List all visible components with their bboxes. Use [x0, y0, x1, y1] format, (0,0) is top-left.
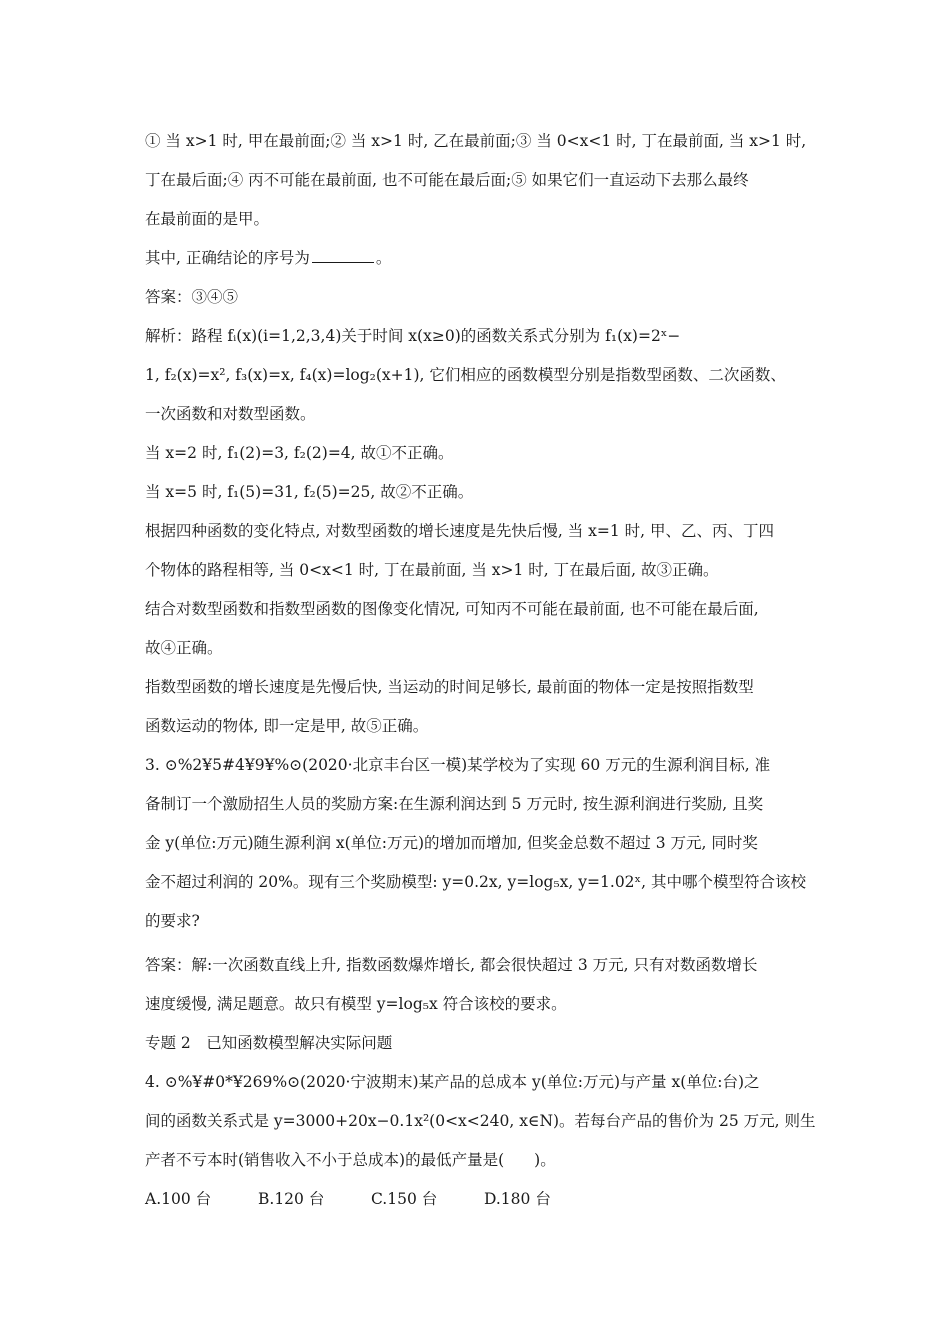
q3-line-3: 金 y(单位:万元)随生源利润 x(单位:万元)的增加而增加, 但奖金总数不超过 3 万元, 同时奖 — [145, 834, 758, 852]
q2-analysis-line-2: 1, f₂(x)=x², f₃(x)=x, f₄(x)=log₂(x+1), 它们相应的函数模型分别是指数型函数、二次函数、 — [145, 366, 786, 384]
q2-analysis-line-4: 当 x=2 时, f₁(2)=3, f₂(2)=4, 故①不正确。 — [145, 444, 454, 462]
q4-line-3-end: )。 — [534, 1151, 556, 1169]
q2-question-end: 。 — [375, 249, 392, 267]
q2-analysis-line-3: 一次函数和对数型函数。 — [145, 405, 316, 423]
option-b: B.120 台 — [258, 1190, 325, 1208]
q2-statement-line-3: 在最前面的是甲。 — [145, 210, 270, 228]
q2-analysis-line-9: 故④正确。 — [145, 639, 223, 657]
q3-line-1: 3. ⊙%2¥5#4¥9¥%⊙(2020·北京丰台区一模)某学校为了实现 60 万元的生源利润目标, 准 — [145, 756, 771, 774]
q2-statement-line-2: 丁在最后面;④ 丙不可能在最前面, 也不可能在最后面;⑤ 如果它们一直运动下去那么最终 — [145, 171, 749, 189]
q3-line-5: 的要求? — [145, 912, 200, 930]
q2-analysis-line-1: 解析：路程 fᵢ(x)(i=1,2,3,4)关于时间 x(x≥0)的函数关系式分别为 f₁(x)=2ˣ− — [145, 327, 681, 345]
q3-answer-line-1: 答案：解:一次函数直线上升, 指数函数爆炸增长, 都会很快超过 3 万元, 只有对数函数增长 — [145, 956, 758, 974]
q2-analysis-line-6: 根据四种函数的变化特点, 对数型函数的增长速度是先快后慢, 当 x=1 时, 甲、乙、丙、丁四 — [145, 522, 775, 540]
option-d: D.180 台 — [484, 1190, 551, 1208]
q4-line-3 — [145, 1150, 556, 1170]
option-a: A.100 台 — [145, 1190, 212, 1208]
q3-line-4: 金不超过利润的 20%。现有三个奖励模型: y=0.2x, y=log₅x, y=1.02ˣ, 其中哪个模型符合该校 — [145, 873, 806, 891]
answer-blank — [312, 248, 374, 263]
q4-options — [145, 1189, 597, 1209]
q4-line-3-text: 产者不亏本时(销售收入不小于总成本)的最低产量是( — [145, 1151, 505, 1169]
q2-analysis-line-7: 个物体的路程相等, 当 0<x<1 时, 丁在最前面, 当 x>1 时, 丁在最后面, 故③正确。 — [145, 561, 719, 579]
q3-line-2: 备制订一个激励招生人员的奖励方案:在生源利润达到 5 万元时, 按生源利润进行奖励, 且奖 — [145, 795, 764, 813]
option-c: C.150 台 — [371, 1190, 438, 1208]
topic-heading: 专题 2 已知函数模型解决实际问题 — [145, 1034, 393, 1052]
q2-statement-line-1: ① 当 x>1 时, 甲在最前面;② 当 x>1 时, 乙在最前面;③ 当 0<x<1 时, 丁在最前面, 当 x>1 时, — [145, 132, 807, 150]
q4-line-1: 4. ⊙%¥#0*¥269%⊙(2020·宁波期末)某产品的总成本 y(单位:万元)与产量 x(单位:台)之 — [145, 1073, 760, 1091]
q2-analysis-line-11: 函数运动的物体, 即一定是甲, 故⑤正确。 — [145, 717, 429, 735]
q2-question — [145, 248, 391, 268]
q3-answer-line-2: 速度缓慢, 满足题意。故只有模型 y=log₅x 符合该校的要求。 — [145, 995, 567, 1013]
q2-question-text: 其中, 正确结论的序号为 — [145, 249, 310, 267]
q2-analysis-line-5: 当 x=5 时, f₁(5)=31, f₂(5)=25, 故②不正确。 — [145, 483, 474, 501]
q2-analysis-line-8: 结合对数型函数和指数型函数的图像变化情况, 可知丙不可能在最前面, 也不可能在最后面, — [145, 600, 759, 618]
q2-analysis-line-10: 指数型函数的增长速度是先慢后快, 当运动的时间足够长, 最前面的物体一定是按照指数型 — [145, 678, 754, 696]
q2-answer: 答案：③④⑤ — [145, 288, 239, 306]
q4-line-2: 间的函数关系式是 y=3000+20x−0.1x²(0<x<240, x∈N)。若每台产品的售价为 25 万元, 则生 — [145, 1112, 816, 1130]
